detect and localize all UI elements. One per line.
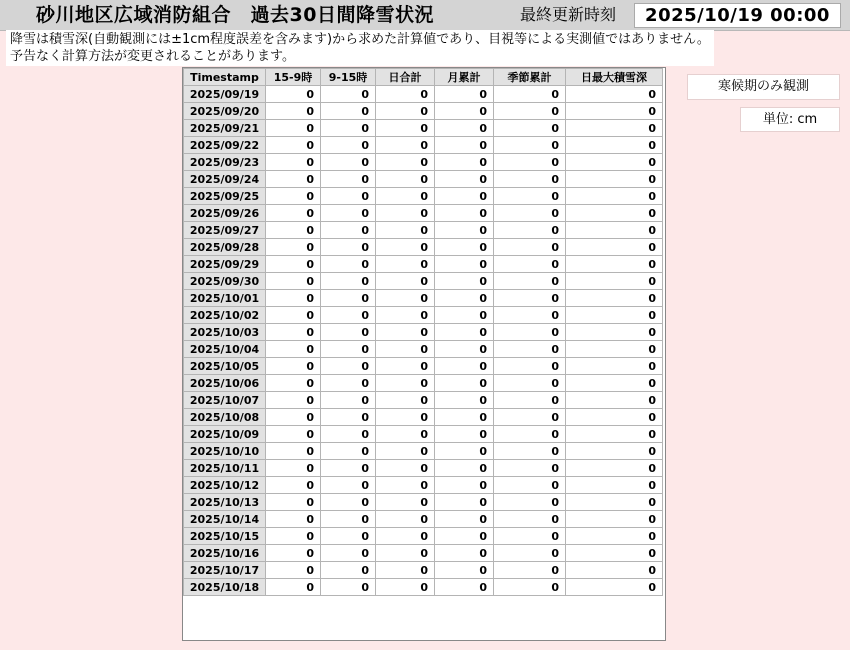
cell-monthly-total: 0: [435, 409, 494, 426]
cell-timestamp: 2025/10/18: [184, 579, 266, 596]
table-row: [184, 443, 663, 460]
cell-15-9: 0: [266, 103, 321, 120]
cell-daily-total: 0: [376, 290, 435, 307]
cell-daily-total: 0: [376, 171, 435, 188]
cell-season-total: 0: [494, 358, 566, 375]
cell-monthly-total: 0: [435, 256, 494, 273]
cell-season-total: 0: [494, 528, 566, 545]
cell-15-9: 0: [266, 256, 321, 273]
cell-timestamp: 2025/10/07: [184, 392, 266, 409]
cell-9-15: 0: [321, 120, 376, 137]
cell-monthly-total: 0: [435, 494, 494, 511]
table-row: [184, 511, 663, 528]
cell-timestamp: 2025/10/13: [184, 494, 266, 511]
cell-max-depth: 0: [566, 426, 663, 443]
cell-9-15: 0: [321, 239, 376, 256]
table-row: [184, 477, 663, 494]
cell-timestamp: 2025/09/19: [184, 86, 266, 103]
page-title: 砂川地区広域消防組合 過去30日間降雪状況: [36, 4, 434, 26]
cell-timestamp: 2025/10/14: [184, 511, 266, 528]
cell-season-total: 0: [494, 86, 566, 103]
cell-daily-total: 0: [376, 375, 435, 392]
table-row: [184, 222, 663, 239]
cell-max-depth: 0: [566, 392, 663, 409]
cell-daily-total: 0: [376, 528, 435, 545]
cell-season-total: 0: [494, 392, 566, 409]
column-header-monthly-total: 月累計: [435, 69, 494, 86]
table-row: [184, 86, 663, 103]
cell-season-total: 0: [494, 205, 566, 222]
cell-daily-total: 0: [376, 324, 435, 341]
column-header-15-9: 15-9時: [266, 69, 321, 86]
cell-9-15: 0: [321, 545, 376, 562]
cell-daily-total: 0: [376, 86, 435, 103]
cell-monthly-total: 0: [435, 341, 494, 358]
cell-9-15: 0: [321, 256, 376, 273]
cell-monthly-total: 0: [435, 528, 494, 545]
cell-monthly-total: 0: [435, 443, 494, 460]
cell-daily-total: 0: [376, 222, 435, 239]
cell-timestamp: 2025/09/29: [184, 256, 266, 273]
cell-season-total: 0: [494, 460, 566, 477]
cell-daily-total: 0: [376, 205, 435, 222]
last-updated-label: 最終更新時刻: [520, 5, 617, 24]
cell-timestamp: 2025/10/12: [184, 477, 266, 494]
cell-15-9: 0: [266, 409, 321, 426]
cell-monthly-total: 0: [435, 222, 494, 239]
cell-monthly-total: 0: [435, 86, 494, 103]
table-row: [184, 171, 663, 188]
table-row: [184, 358, 663, 375]
cell-daily-total: 0: [376, 579, 435, 596]
cell-9-15: 0: [321, 154, 376, 171]
table-row: [184, 562, 663, 579]
cell-15-9: 0: [266, 528, 321, 545]
cell-daily-total: 0: [376, 239, 435, 256]
cell-season-total: 0: [494, 375, 566, 392]
cell-max-depth: 0: [566, 511, 663, 528]
table-row: [184, 273, 663, 290]
cell-season-total: 0: [494, 154, 566, 171]
cell-max-depth: 0: [566, 273, 663, 290]
cell-15-9: 0: [266, 239, 321, 256]
cell-9-15: 0: [321, 358, 376, 375]
column-header-9-15: 9-15時: [321, 69, 376, 86]
cell-monthly-total: 0: [435, 188, 494, 205]
cell-max-depth: 0: [566, 477, 663, 494]
table-row: [184, 256, 663, 273]
cell-timestamp: 2025/09/25: [184, 188, 266, 205]
cell-15-9: 0: [266, 579, 321, 596]
cell-monthly-total: 0: [435, 137, 494, 154]
cell-season-total: 0: [494, 324, 566, 341]
column-header-max-depth: 日最大積雪深: [566, 69, 663, 86]
cell-max-depth: 0: [566, 120, 663, 137]
observation-period-badge: 寒候期のみ観測: [687, 74, 840, 100]
cell-9-15: 0: [321, 324, 376, 341]
cell-daily-total: 0: [376, 460, 435, 477]
cell-15-9: 0: [266, 86, 321, 103]
cell-daily-total: 0: [376, 562, 435, 579]
cell-timestamp: 2025/09/28: [184, 239, 266, 256]
table-row: [184, 579, 663, 596]
cell-max-depth: 0: [566, 239, 663, 256]
cell-monthly-total: 0: [435, 579, 494, 596]
cell-season-total: 0: [494, 511, 566, 528]
cell-max-depth: 0: [566, 154, 663, 171]
table-row: [184, 409, 663, 426]
cell-timestamp: 2025/09/26: [184, 205, 266, 222]
cell-15-9: 0: [266, 273, 321, 290]
cell-monthly-total: 0: [435, 511, 494, 528]
cell-max-depth: 0: [566, 358, 663, 375]
cell-15-9: 0: [266, 188, 321, 205]
cell-daily-total: 0: [376, 392, 435, 409]
cell-15-9: 0: [266, 545, 321, 562]
cell-monthly-total: 0: [435, 154, 494, 171]
cell-monthly-total: 0: [435, 171, 494, 188]
unit-badge: 単位: cm: [740, 107, 840, 132]
cell-15-9: 0: [266, 205, 321, 222]
cell-season-total: 0: [494, 120, 566, 137]
cell-15-9: 0: [266, 137, 321, 154]
cell-15-9: 0: [266, 460, 321, 477]
cell-timestamp: 2025/10/16: [184, 545, 266, 562]
cell-max-depth: 0: [566, 409, 663, 426]
table-row: [184, 188, 663, 205]
cell-9-15: 0: [321, 205, 376, 222]
cell-season-total: 0: [494, 222, 566, 239]
cell-season-total: 0: [494, 171, 566, 188]
cell-9-15: 0: [321, 409, 376, 426]
cell-monthly-total: 0: [435, 103, 494, 120]
cell-max-depth: 0: [566, 137, 663, 154]
cell-timestamp: 2025/10/03: [184, 324, 266, 341]
cell-monthly-total: 0: [435, 120, 494, 137]
cell-9-15: 0: [321, 307, 376, 324]
cell-9-15: 0: [321, 273, 376, 290]
cell-monthly-total: 0: [435, 562, 494, 579]
cell-15-9: 0: [266, 511, 321, 528]
cell-max-depth: 0: [566, 443, 663, 460]
cell-season-total: 0: [494, 545, 566, 562]
cell-monthly-total: 0: [435, 273, 494, 290]
cell-15-9: 0: [266, 341, 321, 358]
last-updated-value: 2025/10/19 00:00: [634, 3, 841, 28]
cell-daily-total: 0: [376, 477, 435, 494]
disclaimer-notice: [6, 30, 714, 66]
table-row: [184, 460, 663, 477]
table-row: [184, 103, 663, 120]
cell-monthly-total: 0: [435, 205, 494, 222]
cell-max-depth: 0: [566, 290, 663, 307]
cell-season-total: 0: [494, 188, 566, 205]
cell-9-15: 0: [321, 511, 376, 528]
cell-15-9: 0: [266, 562, 321, 579]
cell-season-total: 0: [494, 477, 566, 494]
cell-timestamp: 2025/10/04: [184, 341, 266, 358]
cell-15-9: 0: [266, 375, 321, 392]
table-row: [184, 494, 663, 511]
cell-timestamp: 2025/10/10: [184, 443, 266, 460]
cell-15-9: 0: [266, 171, 321, 188]
title-bar: [0, 0, 850, 31]
table-row: [184, 290, 663, 307]
cell-max-depth: 0: [566, 103, 663, 120]
cell-season-total: 0: [494, 239, 566, 256]
table-row: [184, 205, 663, 222]
cell-15-9: 0: [266, 443, 321, 460]
cell-max-depth: 0: [566, 307, 663, 324]
cell-max-depth: 0: [566, 341, 663, 358]
cell-daily-total: 0: [376, 154, 435, 171]
cell-timestamp: 2025/10/08: [184, 409, 266, 426]
cell-daily-total: 0: [376, 341, 435, 358]
cell-daily-total: 0: [376, 256, 435, 273]
cell-9-15: 0: [321, 290, 376, 307]
cell-daily-total: 0: [376, 188, 435, 205]
cell-15-9: 0: [266, 120, 321, 137]
cell-9-15: 0: [321, 562, 376, 579]
cell-15-9: 0: [266, 324, 321, 341]
cell-max-depth: 0: [566, 222, 663, 239]
cell-season-total: 0: [494, 409, 566, 426]
cell-season-total: 0: [494, 256, 566, 273]
cell-9-15: 0: [321, 222, 376, 239]
cell-9-15: 0: [321, 579, 376, 596]
cell-15-9: 0: [266, 290, 321, 307]
table-header-row: [184, 69, 663, 86]
disclaimer-line-1: 降雪は積雪深(自動観測には±1cm程度誤差を含みます)から求めた計算値であり、目視等による実測値ではありません。: [10, 32, 710, 47]
table-row: [184, 137, 663, 154]
snowfall-table: [183, 68, 663, 596]
cell-max-depth: 0: [566, 324, 663, 341]
table-row: [184, 324, 663, 341]
cell-season-total: 0: [494, 307, 566, 324]
cell-15-9: 0: [266, 358, 321, 375]
cell-monthly-total: 0: [435, 426, 494, 443]
cell-timestamp: 2025/09/20: [184, 103, 266, 120]
cell-9-15: 0: [321, 341, 376, 358]
cell-timestamp: 2025/10/11: [184, 460, 266, 477]
cell-season-total: 0: [494, 562, 566, 579]
table-row: [184, 545, 663, 562]
cell-daily-total: 0: [376, 103, 435, 120]
table-row: [184, 120, 663, 137]
cell-monthly-total: 0: [435, 477, 494, 494]
cell-max-depth: 0: [566, 460, 663, 477]
cell-daily-total: 0: [376, 443, 435, 460]
snowfall-table-container: [182, 67, 666, 641]
cell-timestamp: 2025/09/30: [184, 273, 266, 290]
cell-9-15: 0: [321, 494, 376, 511]
cell-max-depth: 0: [566, 188, 663, 205]
cell-9-15: 0: [321, 426, 376, 443]
cell-season-total: 0: [494, 290, 566, 307]
cell-9-15: 0: [321, 171, 376, 188]
cell-15-9: 0: [266, 494, 321, 511]
cell-timestamp: 2025/10/17: [184, 562, 266, 579]
table-row: [184, 426, 663, 443]
cell-9-15: 0: [321, 86, 376, 103]
cell-9-15: 0: [321, 137, 376, 154]
cell-max-depth: 0: [566, 545, 663, 562]
cell-timestamp: 2025/09/27: [184, 222, 266, 239]
cell-9-15: 0: [321, 103, 376, 120]
cell-max-depth: 0: [566, 494, 663, 511]
cell-9-15: 0: [321, 375, 376, 392]
cell-season-total: 0: [494, 103, 566, 120]
cell-daily-total: 0: [376, 307, 435, 324]
cell-monthly-total: 0: [435, 239, 494, 256]
cell-season-total: 0: [494, 137, 566, 154]
table-row: [184, 375, 663, 392]
cell-monthly-total: 0: [435, 324, 494, 341]
cell-max-depth: 0: [566, 562, 663, 579]
cell-9-15: 0: [321, 392, 376, 409]
cell-9-15: 0: [321, 188, 376, 205]
cell-season-total: 0: [494, 494, 566, 511]
cell-season-total: 0: [494, 273, 566, 290]
cell-daily-total: 0: [376, 426, 435, 443]
table-row: [184, 239, 663, 256]
cell-monthly-total: 0: [435, 545, 494, 562]
cell-timestamp: 2025/10/02: [184, 307, 266, 324]
cell-9-15: 0: [321, 528, 376, 545]
cell-daily-total: 0: [376, 273, 435, 290]
cell-max-depth: 0: [566, 375, 663, 392]
cell-15-9: 0: [266, 392, 321, 409]
cell-9-15: 0: [321, 477, 376, 494]
cell-timestamp: 2025/09/23: [184, 154, 266, 171]
table-body: [184, 86, 663, 596]
cell-daily-total: 0: [376, 494, 435, 511]
cell-season-total: 0: [494, 443, 566, 460]
cell-monthly-total: 0: [435, 358, 494, 375]
cell-daily-total: 0: [376, 545, 435, 562]
cell-monthly-total: 0: [435, 392, 494, 409]
cell-monthly-total: 0: [435, 460, 494, 477]
column-header-season-total: 季節累計: [494, 69, 566, 86]
cell-max-depth: 0: [566, 528, 663, 545]
cell-9-15: 0: [321, 443, 376, 460]
cell-timestamp: 2025/09/24: [184, 171, 266, 188]
cell-timestamp: 2025/10/01: [184, 290, 266, 307]
cell-daily-total: 0: [376, 120, 435, 137]
cell-season-total: 0: [494, 579, 566, 596]
cell-15-9: 0: [266, 477, 321, 494]
cell-timestamp: 2025/10/15: [184, 528, 266, 545]
cell-timestamp: 2025/10/09: [184, 426, 266, 443]
cell-daily-total: 0: [376, 409, 435, 426]
cell-season-total: 0: [494, 341, 566, 358]
cell-15-9: 0: [266, 307, 321, 324]
table-row: [184, 154, 663, 171]
cell-15-9: 0: [266, 154, 321, 171]
cell-max-depth: 0: [566, 579, 663, 596]
disclaimer-line-2: 予告なく計算方法が変更されることがあります。: [10, 49, 295, 64]
cell-timestamp: 2025/09/22: [184, 137, 266, 154]
cell-max-depth: 0: [566, 205, 663, 222]
cell-max-depth: 0: [566, 86, 663, 103]
cell-9-15: 0: [321, 460, 376, 477]
cell-daily-total: 0: [376, 358, 435, 375]
cell-15-9: 0: [266, 222, 321, 239]
table-row: [184, 307, 663, 324]
cell-max-depth: 0: [566, 171, 663, 188]
cell-timestamp: 2025/09/21: [184, 120, 266, 137]
cell-timestamp: 2025/10/06: [184, 375, 266, 392]
cell-15-9: 0: [266, 426, 321, 443]
cell-daily-total: 0: [376, 511, 435, 528]
cell-monthly-total: 0: [435, 307, 494, 324]
cell-daily-total: 0: [376, 137, 435, 154]
cell-monthly-total: 0: [435, 290, 494, 307]
table-row: [184, 341, 663, 358]
cell-monthly-total: 0: [435, 375, 494, 392]
cell-timestamp: 2025/10/05: [184, 358, 266, 375]
column-header-timestamp: Timestamp: [184, 69, 266, 86]
column-header-daily-total: 日合計: [376, 69, 435, 86]
table-row: [184, 528, 663, 545]
cell-max-depth: 0: [566, 256, 663, 273]
cell-season-total: 0: [494, 426, 566, 443]
table-row: [184, 392, 663, 409]
